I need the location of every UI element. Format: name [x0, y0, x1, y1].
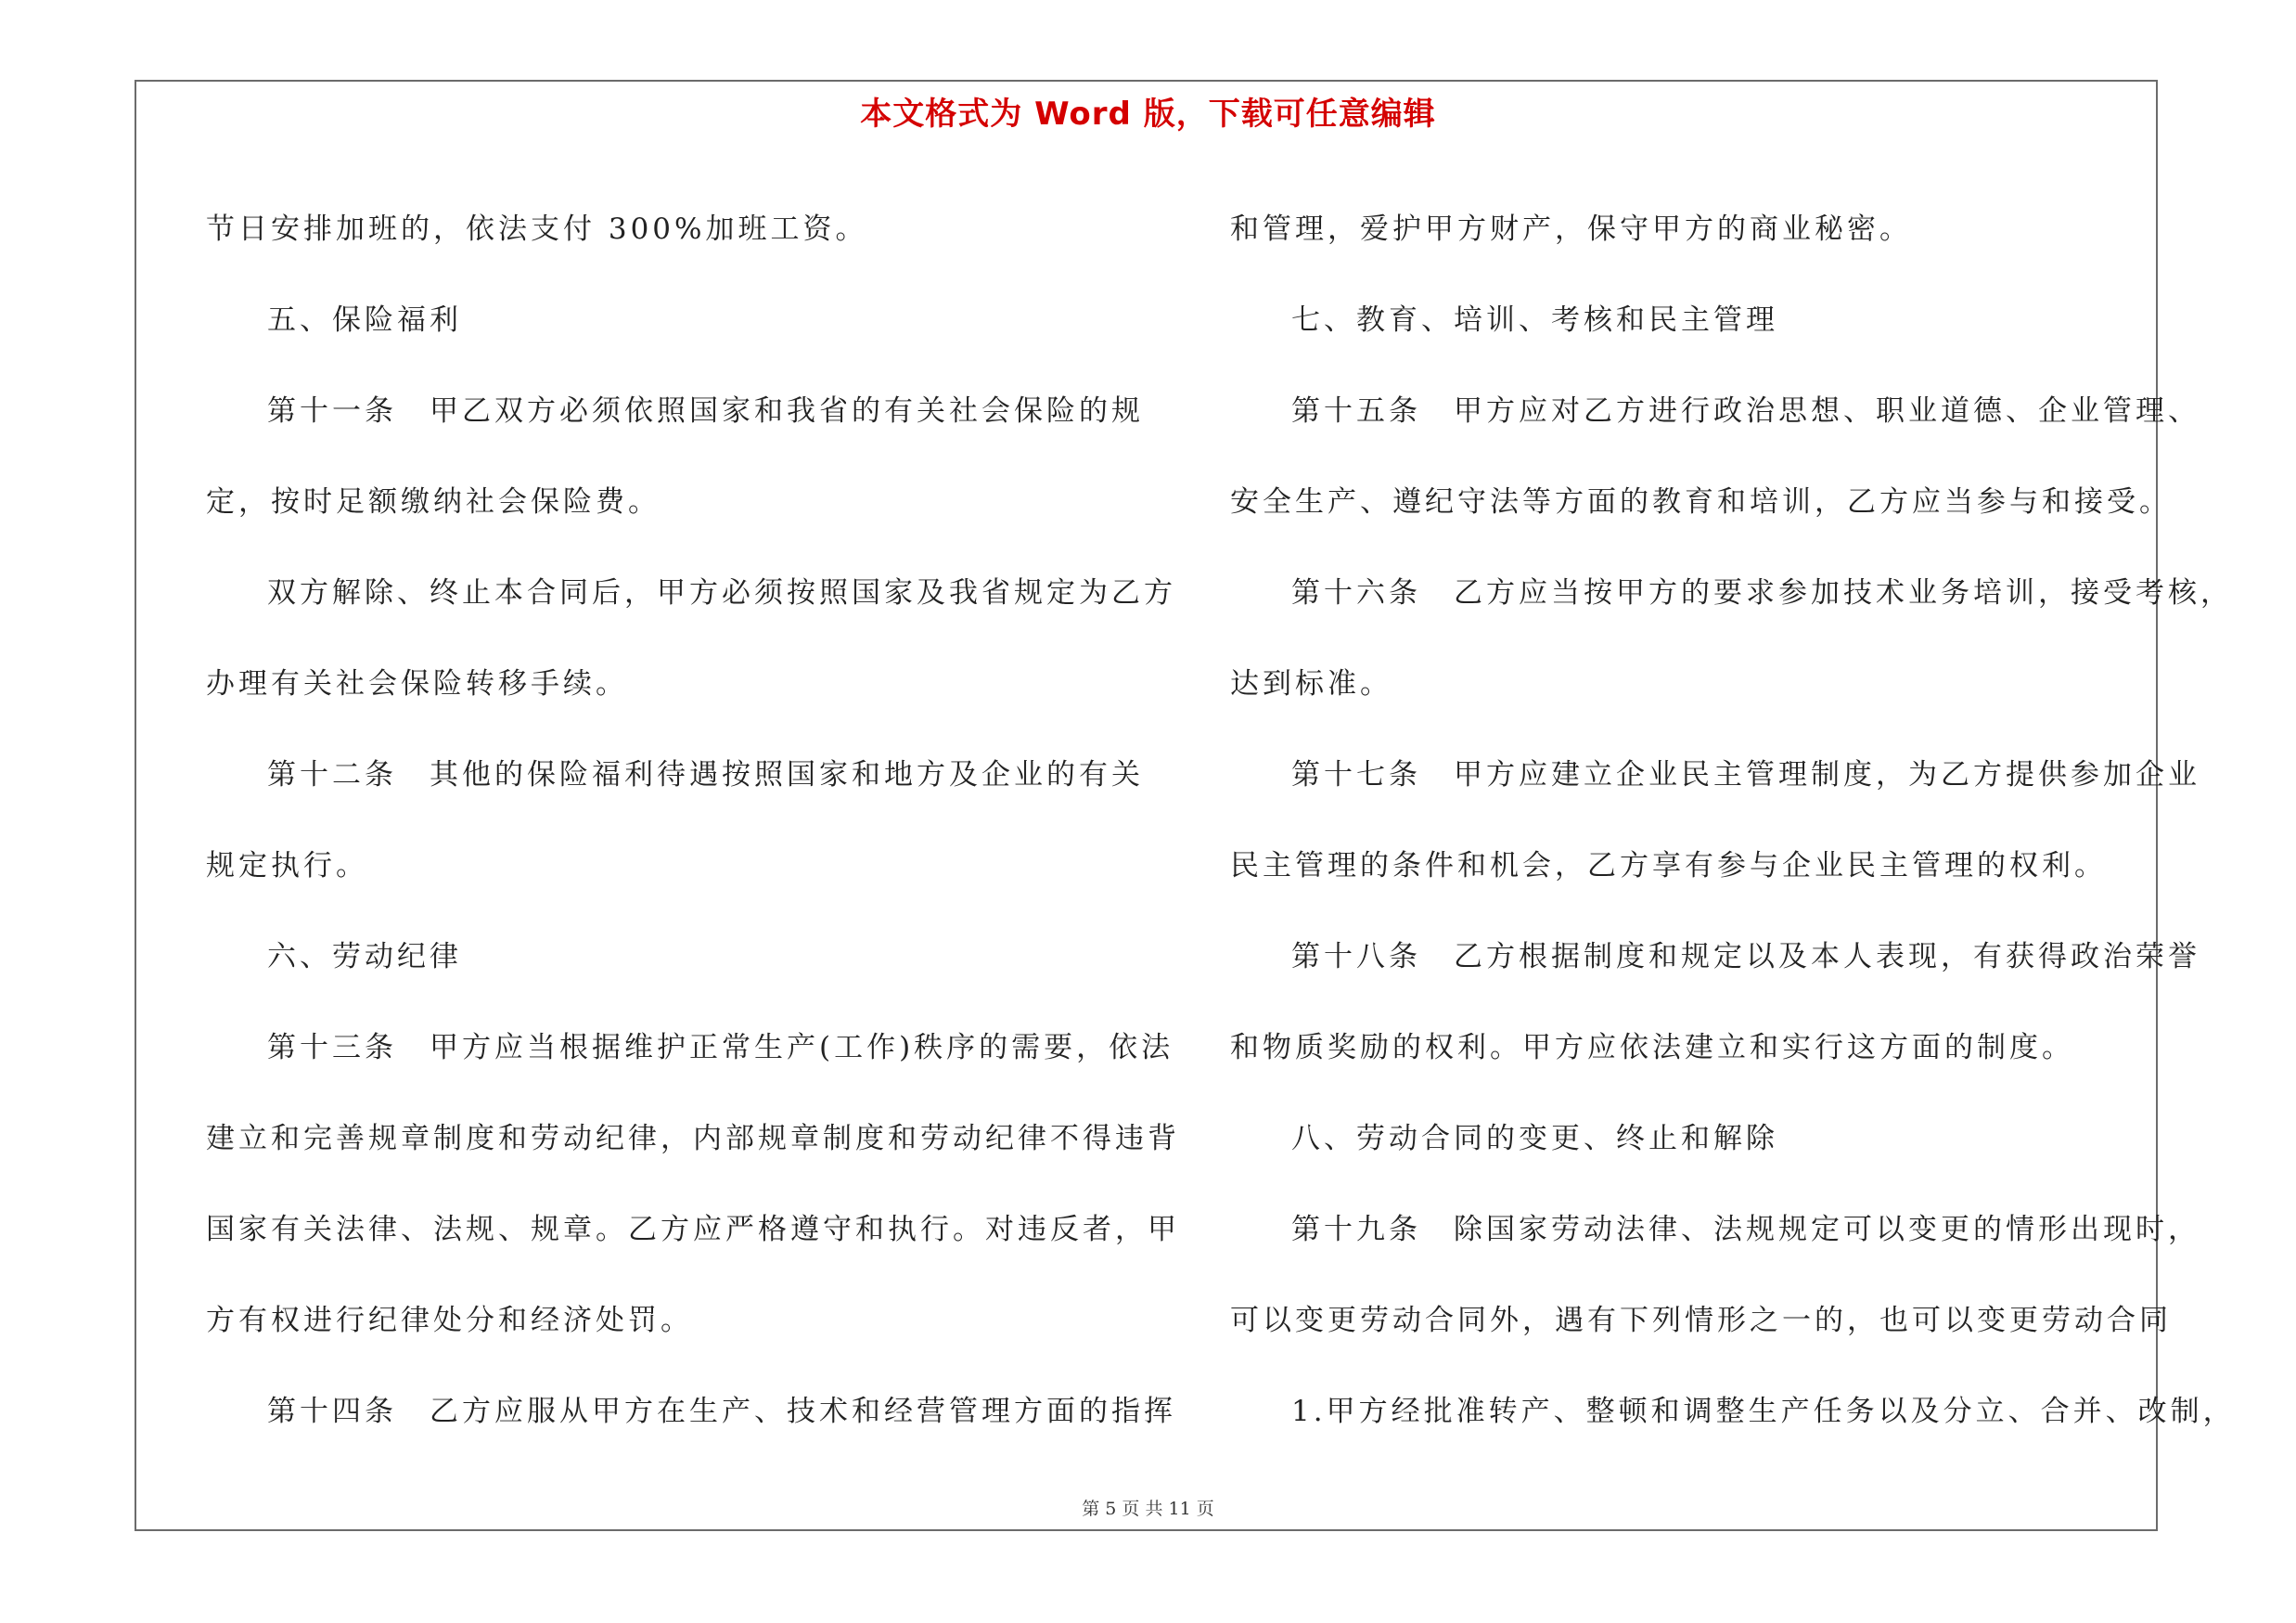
paragraph-line: 第十三条 甲方应当根据维护正常生产(工作)秩序的需要，依法 [267, 1031, 1174, 1064]
paragraph-line: 办理有关社会保险转移手续。 [206, 667, 628, 701]
paragraph-line: 节日安排加班的，依法支付 300%加班工资。 [206, 213, 868, 246]
section-heading: 八、劳动合同的变更、终止和解除 [1291, 1122, 1778, 1155]
page-number-footer: 第 5 页 共 11 页 [1082, 1499, 1214, 1519]
paragraph-line: 安全生产、遵纪守法等方面的教育和培训，乙方应当参与和接受。 [1230, 485, 2172, 519]
paragraph-line: 第十六条 乙方应当按甲方的要求参加技术业务培训，接受考核， [1291, 576, 2233, 610]
paragraph-line: 1.甲方经批准转产、整顿和调整生产任务以及分立、合并、改制， [1291, 1395, 2236, 1428]
paragraph-line: 达到标准。 [1230, 667, 1392, 701]
paragraph-line: 和管理，爱护甲方财产，保守甲方的商业秘密。 [1230, 213, 1912, 246]
paragraph-line: 第十五条 甲方应对乙方进行政治思想、职业道德、企业管理、 [1291, 394, 2200, 428]
paragraph-line: 第十二条 其他的保险福利待遇按照国家和地方及企业的有关 [267, 758, 1144, 792]
paragraph-line: 定，按时足额缴纳社会保险费。 [206, 485, 661, 519]
paragraph-line: 方有权进行纪律处分和经济处罚。 [206, 1304, 693, 1337]
paragraph-line: 双方解除、终止本合同后，甲方必须按照国家及我省规定为乙方 [267, 576, 1176, 610]
left-column [206, 184, 1180, 1457]
paragraph-line: 第十八条 乙方根据制度和规定以及本人表现，有获得政治荣誉 [1291, 940, 2200, 973]
word-format-banner: 本文格式为 Word 版，下载可任意编辑 [860, 96, 1436, 133]
paragraph-line: 民主管理的条件和机会，乙方享有参与企业民主管理的权利。 [1230, 849, 2107, 882]
section-heading: 六、劳动纪律 [267, 940, 462, 973]
paragraph-line: 规定执行。 [206, 849, 368, 882]
paragraph-line: 第十四条 乙方应服从甲方在生产、技术和经营管理方面的指挥 [267, 1395, 1176, 1428]
section-heading: 七、教育、培训、考核和民主管理 [1291, 303, 1778, 337]
section-heading: 五、保险福利 [267, 303, 462, 337]
right-column [1230, 184, 2236, 1457]
paragraph-line: 第十一条 甲乙双方必须依照国家和我省的有关社会保险的规 [267, 394, 1144, 428]
paragraph-line: 国家有关法律、法规、规章。乙方应严格遵守和执行。对违反者，甲 [206, 1213, 1180, 1246]
paragraph-line: 建立和完善规章制度和劳动纪律，内部规章制度和劳动纪律不得违背 [206, 1122, 1180, 1155]
paragraph-line: 第十九条 除国家劳动法律、法规规定可以变更的情形出现时， [1291, 1213, 2200, 1246]
paragraph-line: 可以变更劳动合同外，遇有下列情形之一的，也可以变更劳动合同 [1230, 1304, 2172, 1337]
paragraph-line: 和物质奖励的权利。甲方应依法建立和实行这方面的制度。 [1230, 1031, 2074, 1064]
paragraph-line: 第十七条 甲方应建立企业民主管理制度，为乙方提供参加企业 [1291, 758, 2200, 792]
